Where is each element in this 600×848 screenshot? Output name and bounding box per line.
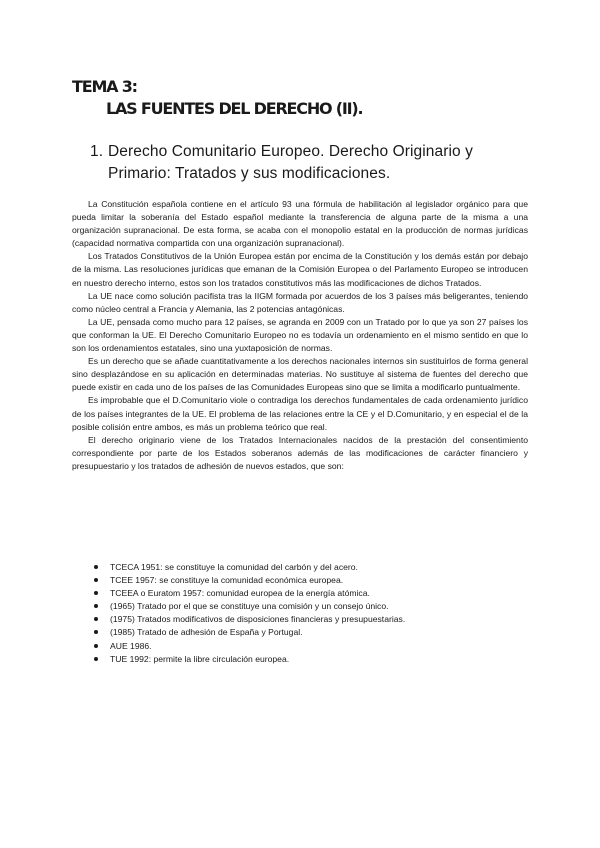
chapter-title: LAS FUENTES DEL DERECHO (II). <box>106 99 363 118</box>
list-item-text: TCECA 1951: se constituye la comunidad del carbón y del acero. <box>110 562 358 572</box>
list-item-text: TCEEA o Euratom 1957: comunidad europea de la energía atómica. <box>110 588 370 599</box>
list-item-text: (1985) Tratado de adhesión de España y Portugal. <box>110 627 303 638</box>
section-title: Derecho Comunitario Europeo. Derecho Originario y Primario: Tratados y sus modificaciones. <box>108 143 474 182</box>
list-item <box>94 626 514 639</box>
list-item <box>94 640 514 653</box>
paragraph: La UE, pensada como mucho para 12 países, se agranda en 2009 con un Tratado por lo que ya son 27 países los que conforman la UE. El Derecho Comunitario Europeo no es todavía un ordenamiento en el mismo sentido en que lo son los ordenamientos estatales, sino una yuxtaposición de normas. <box>72 316 528 354</box>
paragraph: La Constitución española contiene en el artículo 93 una fórmula de habilitación al legislador orgánico para que pueda limitar la soberanía del Estado español mediante la transferencia de alguna parte de la misma a una organización supranacional. De esta forma, se acaba con el monopolio estatal en la producción de normas jurídicas (capacidad normativa compartida con una organización supranacional). <box>72 199 528 249</box>
bullet-icon <box>94 591 98 595</box>
chapter-heading <box>72 76 362 120</box>
chapter-number: TEMA 3: <box>72 77 137 96</box>
list-item <box>94 600 514 613</box>
list-item-text: TUE 1992: permite la libre circulación europea. <box>110 653 290 664</box>
bullet-icon <box>94 617 98 621</box>
treaty-list <box>94 561 514 666</box>
bullet-icon <box>94 630 98 634</box>
paragraph: El derecho originario viene de los Tratados Internacionales nacidos de la prestación del consentimiento correspondiente por parte de los Estados soberanos además de las modificaciones de carácter financiero y presupuestario y los tratados de adhesión de nuevos estados, que son: <box>72 434 528 471</box>
body-text <box>72 198 528 473</box>
section-number: 1. <box>90 143 104 160</box>
paragraph: Los Tratados Constitutivos de la Unión Europea están por encima de la Constitución y los demás están por debajo de la misma. Las resoluciones jurídicas que emanan de la Comisión Europea o del Parlamento Europeo se introducen en nuestro derecho interno, estos son los tratados constitutivos más las modificaciones de dichos Tratados. <box>72 251 528 288</box>
paragraph: Es un derecho que se añade cuantitativamente a los derechos nacionales internos sin sustituirlos de forma general sino desplazándose en su aplicación en determinadas materias. No sustituye al sistema de fuentes del derecho que puede existir en cada uno de los países de las Comunidades Europeas sino que se limita a modificarlo puntualmente. <box>72 356 528 393</box>
list-item-text: (1965) Tratado por el que se constituye una comisión y un consejo único. <box>110 601 389 612</box>
paragraph: Es improbable que el D.Comunitario viole o contradiga los derechos fundamentales de cada ordenamiento jurídico de los países integrantes de la UE. El problema de las relaciones entre la CE y el D.Comunitario, y en especial el de la posible colisión entre ambos, es más un problema teórico que real. <box>72 395 528 432</box>
bullet-icon <box>94 604 98 608</box>
bullet-icon <box>94 565 98 569</box>
section-heading <box>90 141 530 185</box>
list-item-text: (1975) Tratados modificativos de disposiciones financieras y presupuestarias. <box>110 614 406 625</box>
list-item-text: TCEE 1957: se constituye la comunidad económica europea. <box>110 575 344 586</box>
list-item <box>94 613 514 626</box>
bullet-icon <box>94 644 98 648</box>
bullet-icon <box>94 657 98 661</box>
list-item <box>94 574 514 587</box>
paragraph: La UE nace como solución pacifista tras la IIGM formada por acuerdos de los 3 países más beligerantes, teniendo como núcleo central a Francia y Alemania, las 2 potencias antagónicas. <box>72 290 528 314</box>
list-item <box>94 561 514 574</box>
bullet-icon <box>94 578 98 582</box>
list-item <box>94 587 514 600</box>
list-item-text: AUE 1986. <box>110 640 152 651</box>
list-item <box>94 653 514 666</box>
